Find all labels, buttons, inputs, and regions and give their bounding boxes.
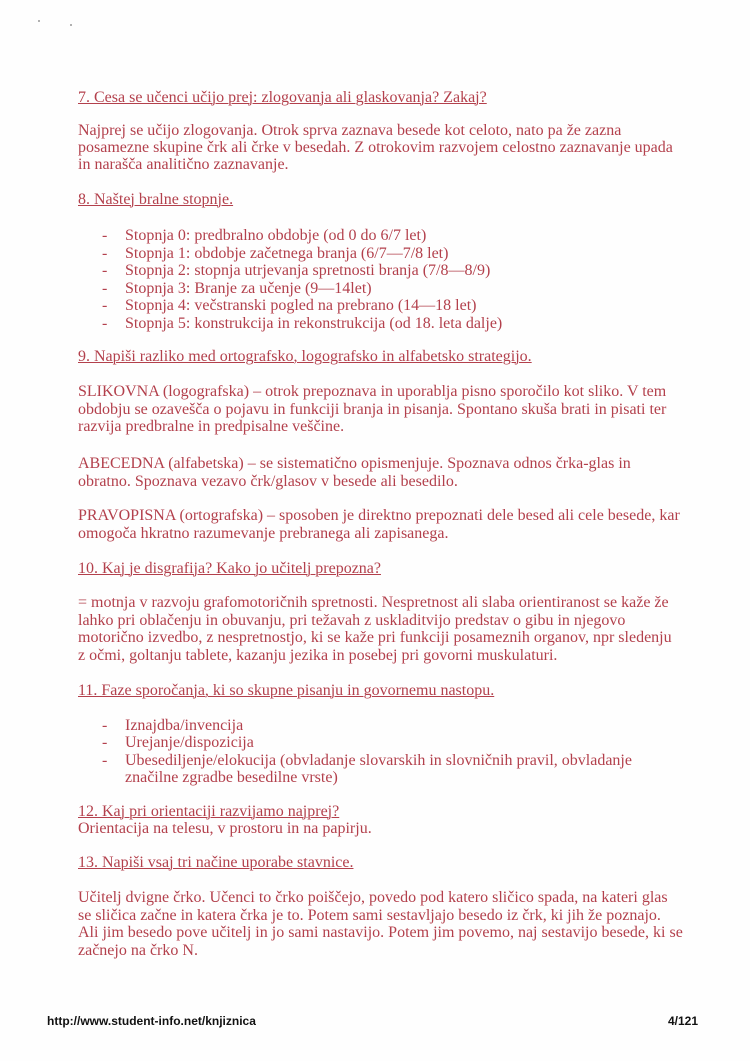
q7-line: in narašča analitično zaznavanje. [78, 156, 289, 173]
bullet-dash: - [102, 314, 108, 332]
q9-p1-line: SLIKOVNA (logografska) – otrok prepoznava in uporablja pisno sporočilo kot sliko. V tem [78, 383, 667, 400]
q9-p2-line: ABECEDNA (alfabetska) – se sistematično opismenjuje. Spoznava odnos črka-glas in [78, 455, 631, 472]
q10-line: motorično izvedbo, z nespretnostjo, ki se kaže pri funkciji posameznih organov, npr sledenju [78, 629, 672, 646]
q11-item: Ubesediljenje/elokucija (obvladanje slovarskih in slovničnih pravil, obvladanje [125, 752, 632, 769]
q10-line: = motnja v razvoju grafomotoričnih spretnosti. Nespretnost ali slaba orientiranost se kaže že [78, 594, 669, 611]
q9-p1-line: obdobju se ozavešča o pojavu in funkciji branja in pisanja. Spontano skuša brati in pisati ter [78, 401, 667, 418]
question-10-title: 10. Kaj je disgrafija? Kako jo učitelj prepozna? [78, 560, 381, 577]
q11-item-continuation: značilne zgradbe besedilne vrste) [125, 769, 338, 786]
bullet-dash: - [102, 262, 108, 279]
footer-page-number: 4/121 [668, 1014, 699, 1028]
q8-stage-item: Stopnja 5: konstrukcija in rekonstrukcija (od 18. leta dalje) [125, 314, 503, 332]
bullet-dash: - [102, 297, 108, 314]
question-13-title: 13. Napiši vsaj tri načine uporabe stavnice. [78, 854, 354, 871]
q9-p1-line: razvija predbralne in predpisalne veščine. [78, 418, 345, 435]
question-12-title: 12. Kaj pri orientaciji razvijamo najprej? [78, 803, 340, 820]
question-9-title: 9. Napiši razliko med ortografsko, logografsko in alfabetsko strategijo. [78, 348, 532, 365]
question-7-title: 7. Cesa se učenci učijo prej: zlogovanja ali glaskovanja? Zakaj? [78, 89, 487, 106]
q10-line: lahko pri oblačenju in obuvanju, pri težavah z uskladitvijo predstav o gibu in njegovo [78, 612, 626, 629]
bullet-dash: - [102, 244, 108, 262]
question-8-title: 8. Naštej bralne stopnje. [78, 191, 234, 208]
q9-p3-line: PRAVOPISNA (ortografska) – sposoben je direktno prepoznati dele besed ali cele besede, kar [78, 507, 680, 524]
q13-line: se sličica začne in katera črka je to. Potem sami sestavljajo besedo iz črk, ki jih že poznajo. [78, 907, 661, 924]
q8-stage-item: Stopnja 1: obdobje začetnega branja (6/7—7/8 let) [125, 244, 449, 262]
q8-stage-item: Stopnja 0: predbralno obdobje (od 0 do 6/7 let) [125, 227, 427, 244]
q13-line: Učitelj dvigne črko. Učenci to črko poiščejo, povedo pod katero sličico spada, na kateri glas [78, 889, 668, 906]
bullet-dash: - [102, 227, 108, 244]
scan-speck [70, 24, 72, 26]
q8-stage-item: Stopnja 3: Branje za učenje (9—14let) [125, 279, 372, 297]
q8-stage-item: Stopnja 4: večstranski pogled na prebrano (14—18 let) [125, 297, 477, 314]
bullet-dash: - [102, 734, 108, 751]
question-11-title: 11. Faze sporočanja, ki so skupne pisanju in govornemu nastopu. [78, 682, 495, 699]
q7-line: posamezne skupine črk ali črke v besedah. Z otrokovim razvojem celostno zaznavanje upada [78, 139, 673, 156]
bullet-dash: - [102, 717, 108, 734]
bullet-dash: - [102, 279, 108, 297]
q12-answer: Orientacija na telesu, v prostoru in na papirju. [78, 820, 372, 837]
q10-line: z očmi, goltanju tablete, kazanju jezika in posebej pri govorni muskulaturi. [78, 647, 558, 664]
q11-item: Urejanje/dispozicija [125, 734, 254, 751]
bullet-dash: - [102, 752, 108, 769]
q13-line: Ali jim besedo pove učitelj in jo sami nastavijo. Potem jim povemo, naj sestavijo besede, ki se [78, 924, 683, 941]
q7-line: Najprej se učijo zlogovanja. Otrok sprva zaznava besede kot celoto, nato pa že zazna [78, 122, 622, 139]
q11-item: Iznajdba/invencija [125, 717, 244, 734]
q13-line: začnejo na črko N. [78, 942, 198, 959]
q8-stage-item: Stopnja 2: stopnja utrjevanja spretnosti branja (7/8—8/9) [125, 262, 491, 279]
footer-url: http://www.student-info.net/knjiznica [47, 1014, 256, 1028]
q9-p2-line: obratno. Spoznava vezavo črk/glasov v besede ali besedilo. [78, 473, 458, 490]
q9-p3-line: omogoča hkratno razumevanje prebranega ali zapisanega. [78, 525, 449, 542]
scan-speck [38, 20, 40, 22]
